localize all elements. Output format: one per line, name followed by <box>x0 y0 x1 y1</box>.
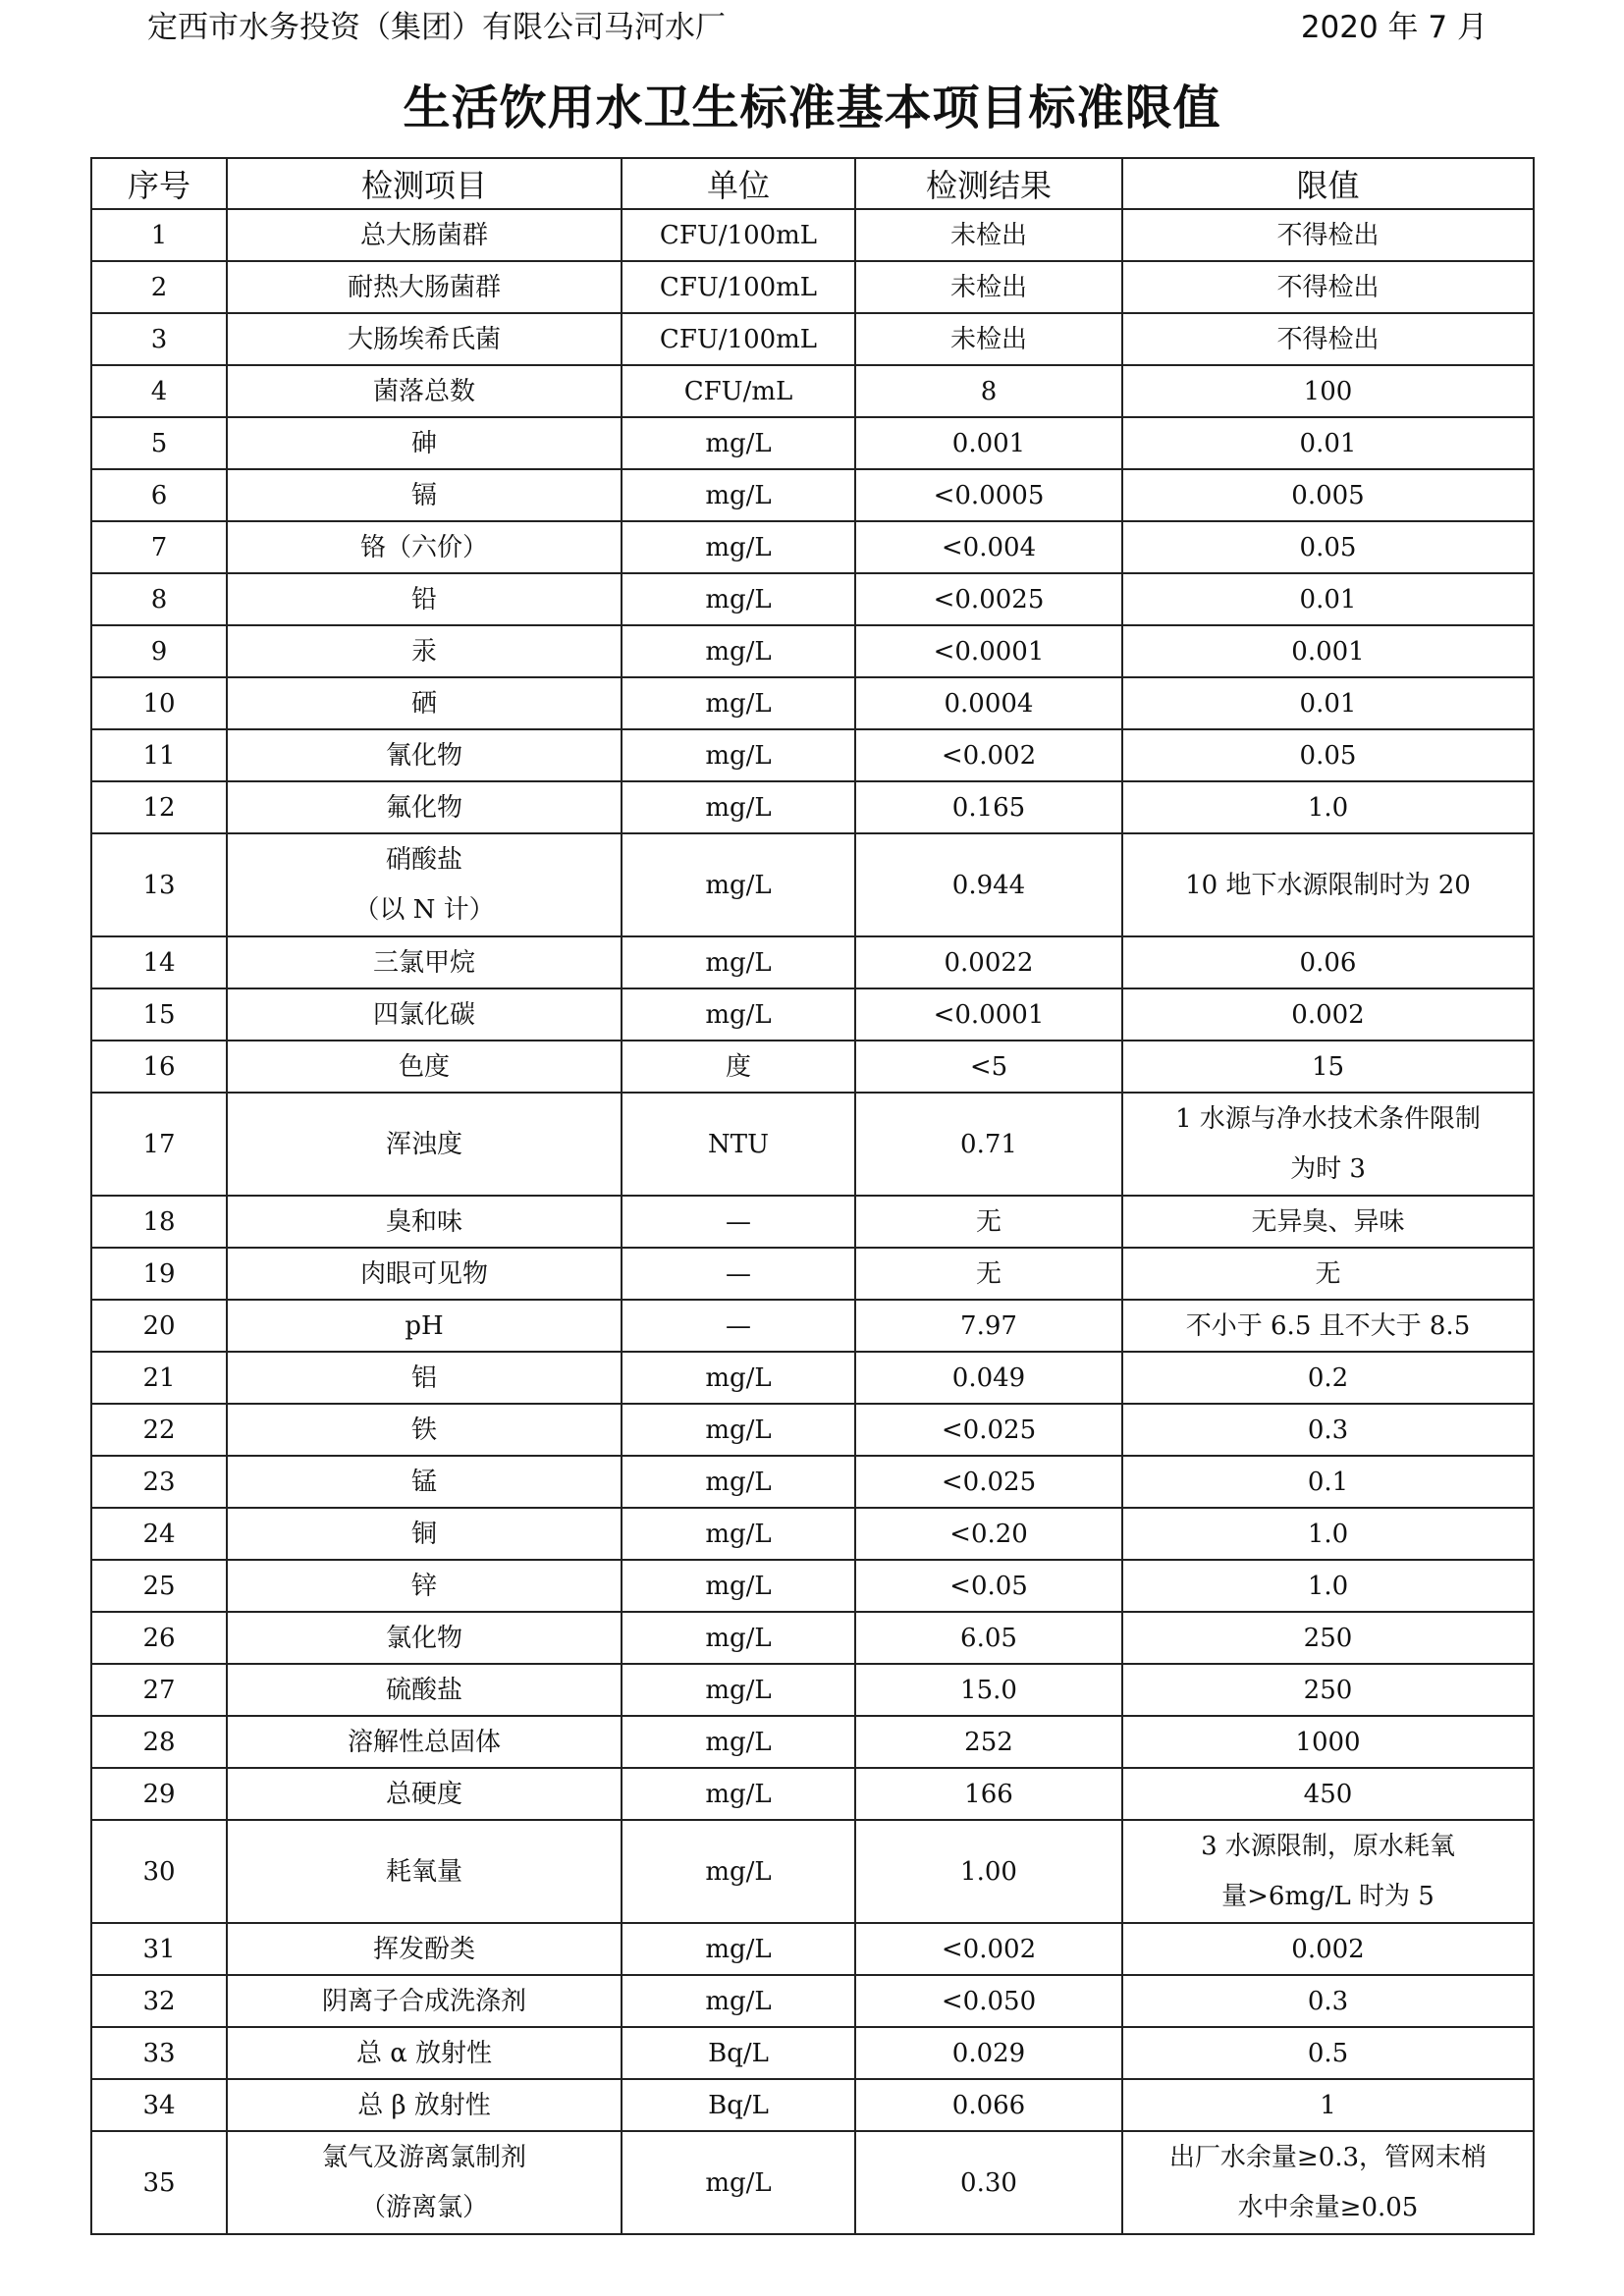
table-row <box>91 261 1534 313</box>
cell-item: 砷 <box>227 417 622 469</box>
cell-item: 铁 <box>227 1404 622 1456</box>
cell-no: 22 <box>91 1404 227 1456</box>
cell-unit: mg/L <box>622 1456 855 1508</box>
cell-no: 11 <box>91 729 227 781</box>
cell-item: 大肠埃希氏菌 <box>227 313 622 365</box>
cell-limit: 不得检出 <box>1122 209 1534 261</box>
cell-item: 硫酸盐 <box>227 1664 622 1716</box>
cell-unit: mg/L <box>622 729 855 781</box>
document-title: 生活饮用水卫生标准基本项目标准限值 <box>403 80 1221 135</box>
cell-item: 铝 <box>227 1352 622 1404</box>
cell-result: 252 <box>855 1716 1122 1768</box>
table-row <box>91 365 1534 417</box>
cell-limit: 0.002 <box>1122 988 1534 1041</box>
organization-name: 定西市水务投资（集团）有限公司马河水厂 <box>147 10 726 45</box>
cell-no: 33 <box>91 2027 227 2079</box>
cell-result: 0.944 <box>855 833 1122 936</box>
cell-limit: 0.3 <box>1122 1975 1534 2027</box>
cell-limit-line1: 3 水源限制，原水耗氧 <box>1201 1831 1455 1861</box>
cell-unit: CFU/mL <box>622 365 855 417</box>
cell-limit: 不得检出 <box>1122 313 1534 365</box>
cell-unit: mg/L <box>622 1508 855 1560</box>
cell-no: 16 <box>91 1041 227 1093</box>
cell-no: 32 <box>91 1975 227 2027</box>
cell-item: 色度 <box>227 1041 622 1093</box>
cell-item: 三氯甲烷 <box>227 936 622 988</box>
cell-result: <0.025 <box>855 1404 1122 1456</box>
cell-no: 17 <box>91 1093 227 1196</box>
cell-unit: mg/L <box>622 781 855 833</box>
cell-limit: 0.01 <box>1122 677 1534 729</box>
table-row <box>91 625 1534 677</box>
column-header-result: 检测结果 <box>855 158 1122 209</box>
cell-no: 4 <box>91 365 227 417</box>
cell-no: 9 <box>91 625 227 677</box>
cell-limit-line1: 出厂水余量≥0.3，管网末梢 <box>1168 2142 1488 2172</box>
cell-item: 锌 <box>227 1560 622 1612</box>
cell-no: 18 <box>91 1196 227 1248</box>
cell-no: 30 <box>91 1820 227 1923</box>
cell-item: 阴离子合成洗涤剂 <box>227 1975 622 2027</box>
table-row <box>91 1820 1534 1923</box>
cell-unit: mg/L <box>622 1560 855 1612</box>
table-row <box>91 1456 1534 1508</box>
cell-unit: NTU <box>622 1093 855 1196</box>
cell-limit: 1000 <box>1122 1716 1534 1768</box>
cell-limit: 0.2 <box>1122 1352 1534 1404</box>
cell-unit: mg/L <box>622 1768 855 1820</box>
water-quality-table <box>90 157 1535 2235</box>
cell-result: 166 <box>855 1768 1122 1820</box>
cell-no: 19 <box>91 1248 227 1300</box>
cell-item: 四氯化碳 <box>227 988 622 1041</box>
cell-result: 8 <box>855 365 1122 417</box>
cell-unit: mg/L <box>622 1664 855 1716</box>
cell-item <box>227 833 622 936</box>
cell-result: <0.002 <box>855 1923 1122 1975</box>
column-header-no: 序号 <box>91 158 227 209</box>
cell-result: <0.050 <box>855 1975 1122 2027</box>
cell-item: pH <box>227 1300 622 1352</box>
cell-no: 10 <box>91 677 227 729</box>
cell-unit: — <box>622 1248 855 1300</box>
table-row <box>91 521 1534 573</box>
cell-item-line1: 硝酸盐 <box>385 844 462 875</box>
cell-item: 总硬度 <box>227 1768 622 1820</box>
cell-limit: 450 <box>1122 1768 1534 1820</box>
cell-result: 无 <box>855 1196 1122 1248</box>
table-row <box>91 936 1534 988</box>
cell-item-line2: （游离氯） <box>359 2192 488 2222</box>
cell-result: 无 <box>855 1248 1122 1300</box>
cell-unit: — <box>622 1196 855 1248</box>
cell-unit: mg/L <box>622 469 855 521</box>
cell-item: 耐热大肠菌群 <box>227 261 622 313</box>
cell-unit: mg/L <box>622 833 855 936</box>
cell-limit-line2: 水中余量≥0.05 <box>1237 2192 1419 2222</box>
cell-item: 汞 <box>227 625 622 677</box>
cell-no: 14 <box>91 936 227 988</box>
cell-limit <box>1122 1820 1534 1923</box>
table-row <box>91 1041 1534 1093</box>
cell-item: 臭和味 <box>227 1196 622 1248</box>
cell-unit: mg/L <box>622 625 855 677</box>
cell-result: 0.0004 <box>855 677 1122 729</box>
table-row <box>91 417 1534 469</box>
cell-unit: mg/L <box>622 1404 855 1456</box>
cell-no: 6 <box>91 469 227 521</box>
cell-limit <box>1122 1093 1534 1196</box>
cell-item: 肉眼可见物 <box>227 1248 622 1300</box>
cell-limit: 0.01 <box>1122 417 1534 469</box>
table-row <box>91 2027 1534 2079</box>
cell-no: 20 <box>91 1300 227 1352</box>
cell-item: 耗氧量 <box>227 1820 622 1923</box>
cell-limit: 0.001 <box>1122 625 1534 677</box>
cell-item <box>227 2131 622 2234</box>
cell-result: <0.05 <box>855 1560 1122 1612</box>
cell-limit: 0.002 <box>1122 1923 1534 1975</box>
cell-limit: 100 <box>1122 365 1534 417</box>
cell-limit-line2: 量>6mg/L 时为 5 <box>1221 1881 1435 1911</box>
table-row <box>91 988 1534 1041</box>
cell-item: 菌落总数 <box>227 365 622 417</box>
cell-unit: mg/L <box>622 1612 855 1664</box>
cell-unit: mg/L <box>622 417 855 469</box>
table-row <box>91 677 1534 729</box>
table-row <box>91 1093 1534 1196</box>
table-row <box>91 573 1534 625</box>
cell-no: 12 <box>91 781 227 833</box>
cell-result: 15.0 <box>855 1664 1122 1716</box>
cell-no: 31 <box>91 1923 227 1975</box>
cell-unit: 度 <box>622 1041 855 1093</box>
cell-unit: mg/L <box>622 677 855 729</box>
cell-limit: 1.0 <box>1122 1560 1534 1612</box>
table-row <box>91 1248 1534 1300</box>
table-row <box>91 2131 1534 2234</box>
cell-no: 34 <box>91 2079 227 2131</box>
cell-limit: 250 <box>1122 1664 1534 1716</box>
cell-unit: mg/L <box>622 1820 855 1923</box>
cell-limit-line2: 为时 3 <box>1290 1153 1366 1184</box>
cell-limit: 1 <box>1122 2079 1534 2131</box>
cell-result: <0.002 <box>855 729 1122 781</box>
cell-item: 铅 <box>227 573 622 625</box>
cell-result: <0.0001 <box>855 988 1122 1041</box>
cell-result: <5 <box>855 1041 1122 1093</box>
cell-no: 29 <box>91 1768 227 1820</box>
table-row <box>91 1975 1534 2027</box>
cell-item: 氰化物 <box>227 729 622 781</box>
cell-no: 25 <box>91 1560 227 1612</box>
cell-result: <0.004 <box>855 521 1122 573</box>
cell-item-line1: 氯气及游离氯制剂 <box>321 2142 526 2172</box>
cell-unit: mg/L <box>622 1352 855 1404</box>
cell-unit: mg/L <box>622 1923 855 1975</box>
table-row <box>91 1352 1534 1404</box>
cell-item: 硒 <box>227 677 622 729</box>
cell-result: <0.0025 <box>855 573 1122 625</box>
cell-unit: Bq/L <box>622 2027 855 2079</box>
cell-unit: mg/L <box>622 988 855 1041</box>
cell-result: 0.049 <box>855 1352 1122 1404</box>
cell-item: 锰 <box>227 1456 622 1508</box>
page-header <box>147 6 1488 49</box>
cell-item: 总大肠菌群 <box>227 209 622 261</box>
cell-no: 8 <box>91 573 227 625</box>
cell-no: 26 <box>91 1612 227 1664</box>
table-row <box>91 1196 1534 1248</box>
cell-unit: Bq/L <box>622 2079 855 2131</box>
cell-no: 1 <box>91 209 227 261</box>
cell-limit: 0.5 <box>1122 2027 1534 2079</box>
column-header-limit: 限值 <box>1122 158 1534 209</box>
cell-result: 未检出 <box>855 261 1122 313</box>
cell-limit: 250 <box>1122 1612 1534 1664</box>
column-header-unit: 单位 <box>622 158 855 209</box>
cell-result: 未检出 <box>855 209 1122 261</box>
cell-unit: — <box>622 1300 855 1352</box>
table-row <box>91 833 1534 936</box>
cell-no: 24 <box>91 1508 227 1560</box>
table-row <box>91 1664 1534 1716</box>
cell-no: 35 <box>91 2131 227 2234</box>
cell-item: 氯化物 <box>227 1612 622 1664</box>
cell-unit: mg/L <box>622 936 855 988</box>
cell-no: 3 <box>91 313 227 365</box>
cell-result: <0.025 <box>855 1456 1122 1508</box>
cell-unit: mg/L <box>622 573 855 625</box>
cell-no: 23 <box>91 1456 227 1508</box>
table-body <box>91 209 1534 2234</box>
cell-result: 0.029 <box>855 2027 1122 2079</box>
table-row <box>91 2079 1534 2131</box>
cell-unit: mg/L <box>622 2131 855 2234</box>
cell-unit: mg/L <box>622 521 855 573</box>
table-row <box>91 781 1534 833</box>
cell-unit: CFU/100mL <box>622 209 855 261</box>
cell-limit: 0.3 <box>1122 1404 1534 1456</box>
column-header-item: 检测项目 <box>227 158 622 209</box>
cell-result: 0.165 <box>855 781 1122 833</box>
cell-result: 0.71 <box>855 1093 1122 1196</box>
cell-limit-line1: 1 水源与净水技术条件限制 <box>1175 1103 1481 1134</box>
cell-item: 浑浊度 <box>227 1093 622 1196</box>
cell-limit <box>1122 2131 1534 2234</box>
cell-limit: 无 <box>1122 1248 1534 1300</box>
cell-limit: 0.005 <box>1122 469 1534 521</box>
table-row <box>91 1612 1534 1664</box>
cell-limit: 不得检出 <box>1122 261 1534 313</box>
cell-result: 6.05 <box>855 1612 1122 1664</box>
cell-result: 未检出 <box>855 313 1122 365</box>
cell-no: 13 <box>91 833 227 936</box>
cell-unit: mg/L <box>622 1975 855 2027</box>
cell-unit: mg/L <box>622 1716 855 1768</box>
cell-item: 铜 <box>227 1508 622 1560</box>
cell-limit: 15 <box>1122 1041 1534 1093</box>
table-row <box>91 313 1534 365</box>
cell-no: 28 <box>91 1716 227 1768</box>
table-header-row <box>91 158 1534 209</box>
cell-result: 0.001 <box>855 417 1122 469</box>
cell-result: <0.20 <box>855 1508 1122 1560</box>
cell-item: 总 β 放射性 <box>227 2079 622 2131</box>
cell-result: 7.97 <box>855 1300 1122 1352</box>
cell-result: <0.0001 <box>855 625 1122 677</box>
cell-unit: CFU/100mL <box>622 313 855 365</box>
cell-no: 15 <box>91 988 227 1041</box>
table-row <box>91 1560 1534 1612</box>
cell-limit: 无异臭、异味 <box>1122 1196 1534 1248</box>
cell-limit: 0.05 <box>1122 729 1534 781</box>
cell-limit: 0.06 <box>1122 936 1534 988</box>
cell-item-line2: （以 N 计） <box>353 894 495 925</box>
cell-limit: 10 地下水源限制时为 20 <box>1122 833 1534 936</box>
cell-item: 铬（六价） <box>227 521 622 573</box>
table-row <box>91 1508 1534 1560</box>
cell-result: 1.00 <box>855 1820 1122 1923</box>
cell-limit: 不小于 6.5 且不大于 8.5 <box>1122 1300 1534 1352</box>
cell-limit: 0.01 <box>1122 573 1534 625</box>
table-row <box>91 1716 1534 1768</box>
table-row <box>91 469 1534 521</box>
cell-item: 挥发酚类 <box>227 1923 622 1975</box>
cell-result: <0.0005 <box>855 469 1122 521</box>
cell-no: 5 <box>91 417 227 469</box>
cell-limit: 0.05 <box>1122 521 1534 573</box>
table-row <box>91 209 1534 261</box>
cell-limit: 0.1 <box>1122 1456 1534 1508</box>
table-row <box>91 1768 1534 1820</box>
cell-limit: 1.0 <box>1122 781 1534 833</box>
report-date: 2020 年 7 月 <box>1300 10 1488 45</box>
cell-item: 镉 <box>227 469 622 521</box>
table-row <box>91 1404 1534 1456</box>
cell-result: 0.0022 <box>855 936 1122 988</box>
cell-result: 0.30 <box>855 2131 1122 2234</box>
cell-no: 2 <box>91 261 227 313</box>
cell-item: 氟化物 <box>227 781 622 833</box>
cell-item: 溶解性总固体 <box>227 1716 622 1768</box>
cell-result: 0.066 <box>855 2079 1122 2131</box>
table-row <box>91 1300 1534 1352</box>
cell-limit: 1.0 <box>1122 1508 1534 1560</box>
cell-unit: CFU/100mL <box>622 261 855 313</box>
table-row <box>91 1923 1534 1975</box>
cell-no: 7 <box>91 521 227 573</box>
cell-no: 21 <box>91 1352 227 1404</box>
cell-item: 总 α 放射性 <box>227 2027 622 2079</box>
table-row <box>91 729 1534 781</box>
cell-no: 27 <box>91 1664 227 1716</box>
